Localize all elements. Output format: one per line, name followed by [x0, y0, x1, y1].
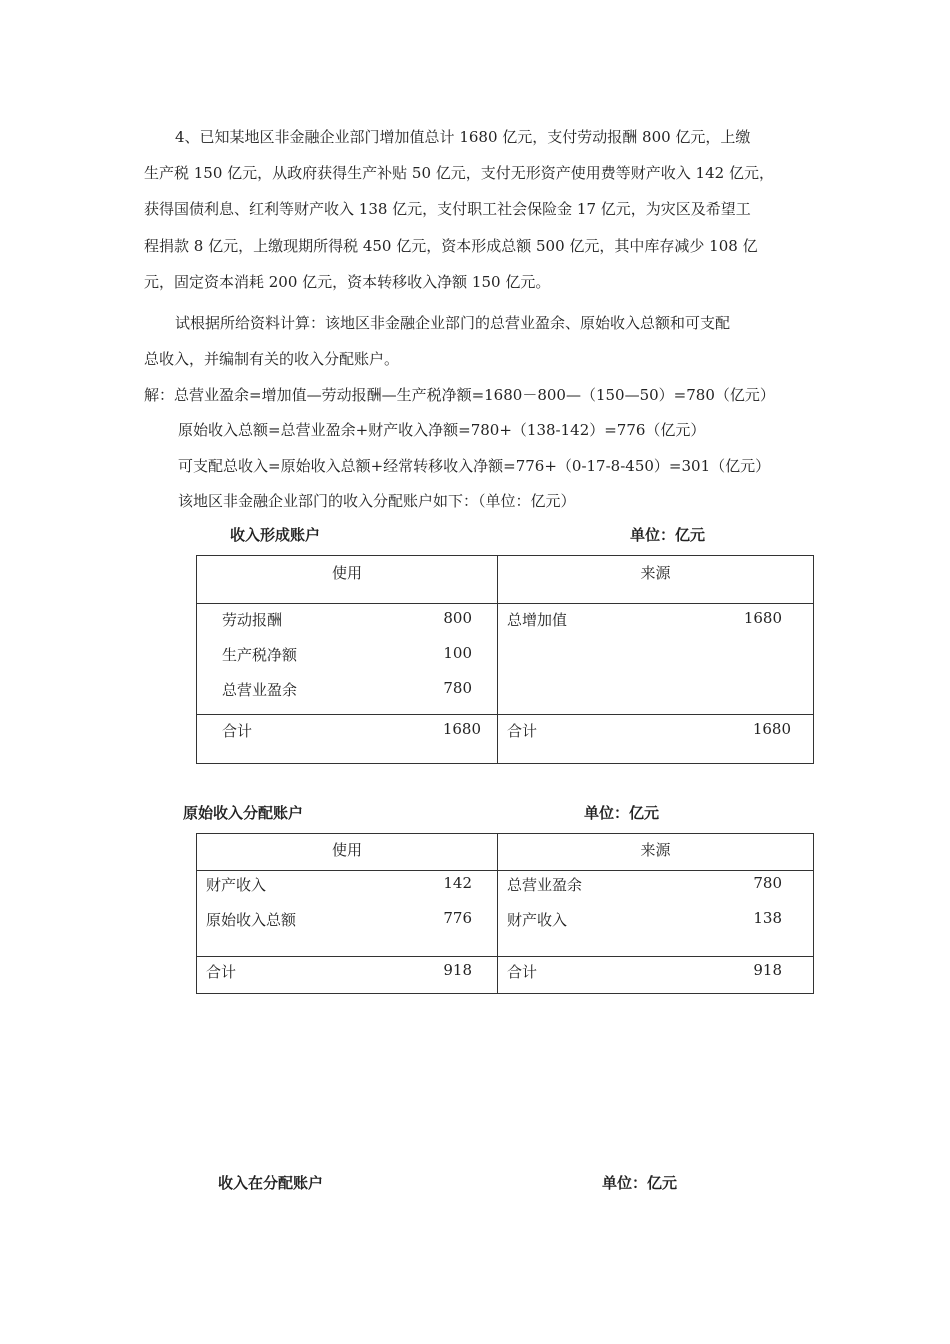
- problem-line: 总收入，并编制有关的收入分配账户。: [144, 350, 400, 368]
- account1-unit: 单位：亿元: [630, 526, 706, 544]
- total-label: 合计: [507, 722, 538, 740]
- item-label: 总营业盈余: [222, 681, 298, 699]
- item-label: 总增加值: [507, 611, 568, 629]
- solution-line: 可支配总收入=原始收入总额+经常转移收入净额=776+（0-17-8-450）=301（亿元）: [178, 457, 771, 475]
- item-value: 138: [753, 909, 782, 927]
- uses-cell: [197, 871, 498, 957]
- total-value: 1680: [442, 720, 482, 738]
- item-label: 财产收入: [206, 876, 267, 894]
- total-label: 合计: [206, 963, 237, 981]
- account2-unit: 单位：亿元: [584, 804, 660, 822]
- account1-title: 收入形成账户: [230, 526, 321, 544]
- table-row: [197, 679, 497, 714]
- solution-line: 原始收入总额=总营业盈余+财产收入净额=780+（138-142）=776（亿元）: [178, 421, 706, 439]
- use-total-cell: [197, 957, 498, 994]
- item-label: 总营业盈余: [507, 876, 583, 894]
- item-value: 800: [443, 609, 473, 627]
- total-label: 合计: [507, 963, 538, 981]
- item-value: 780: [443, 679, 473, 697]
- item-value: 776: [443, 909, 473, 927]
- item-value: 142: [443, 874, 473, 892]
- problem-line: 4、已知某地区非金融企业部门增加值总计 1680 亿元，支付劳动报酬 800 亿元，上缴: [175, 128, 751, 146]
- sources-cell: [498, 871, 814, 957]
- account3-unit: 单位：亿元: [602, 1174, 678, 1192]
- item-label: 劳动报酬: [222, 611, 283, 629]
- table-row: [498, 874, 813, 909]
- total-row: [197, 720, 497, 755]
- primary-income-account-table: [196, 833, 814, 994]
- problem-line: 试根据所给资料计算：该地区非金融企业部门的总营业盈余、原始收入总额和可支配: [175, 314, 731, 332]
- total-value: 918: [753, 961, 782, 979]
- item-value: 100: [443, 644, 473, 662]
- problem-line: 元，固定资本消耗 200 亿元，资本转移收入净额 150 亿元。: [144, 273, 551, 291]
- table-row: [197, 609, 497, 644]
- problem-line: 获得国债利息、红利等财产收入 138 亿元，支付职工社会保险金 17 亿元，为灾区及希望工: [144, 200, 751, 218]
- use-header: 使用: [197, 834, 498, 871]
- source-header: 来源: [498, 556, 814, 604]
- use-total-cell: [197, 715, 498, 764]
- account3-title: 收入在分配账户: [218, 1174, 324, 1192]
- uses-cell: [197, 604, 498, 715]
- use-header: 使用: [197, 556, 498, 604]
- total-label: 合计: [222, 722, 253, 740]
- problem-line: 程捐款 8 亿元，上缴现期所得税 450 亿元，资本形成总额 500 亿元，其中库存减少 108 亿: [144, 237, 758, 255]
- table-row: [197, 644, 497, 679]
- item-label: 原始收入总额: [206, 911, 297, 929]
- account2-title: 原始收入分配账户: [183, 804, 304, 822]
- total-row: [498, 720, 813, 755]
- source-total-cell: [498, 715, 814, 764]
- item-label: 财产收入: [507, 911, 568, 929]
- total-row: [197, 961, 497, 989]
- total-value: 1680: [752, 720, 791, 738]
- table-row: [197, 874, 497, 909]
- table-row: [498, 909, 813, 944]
- table-row: [197, 909, 497, 944]
- source-total-cell: [498, 957, 814, 994]
- item-value: 1680: [743, 609, 782, 627]
- table-row: [498, 609, 813, 644]
- sources-cell: [498, 604, 814, 715]
- item-label: 生产税净额: [222, 646, 298, 664]
- source-header: 来源: [498, 834, 814, 871]
- total-row: [498, 961, 813, 989]
- problem-line: 生产税 150 亿元，从政府获得生产补贴 50 亿元，支付无形资产使用费等财产收入 142 亿元，: [144, 164, 774, 182]
- solution-line: 解：总营业盈余=增加值—劳动报酬—生产税净额=1680－800—（150—50）=780（亿元）: [144, 386, 775, 404]
- item-value: 780: [753, 874, 782, 892]
- solution-line: 该地区非金融企业部门的收入分配账户如下：（单位：亿元）: [178, 492, 576, 510]
- total-value: 918: [443, 961, 473, 979]
- income-generation-account-table: [196, 555, 814, 764]
